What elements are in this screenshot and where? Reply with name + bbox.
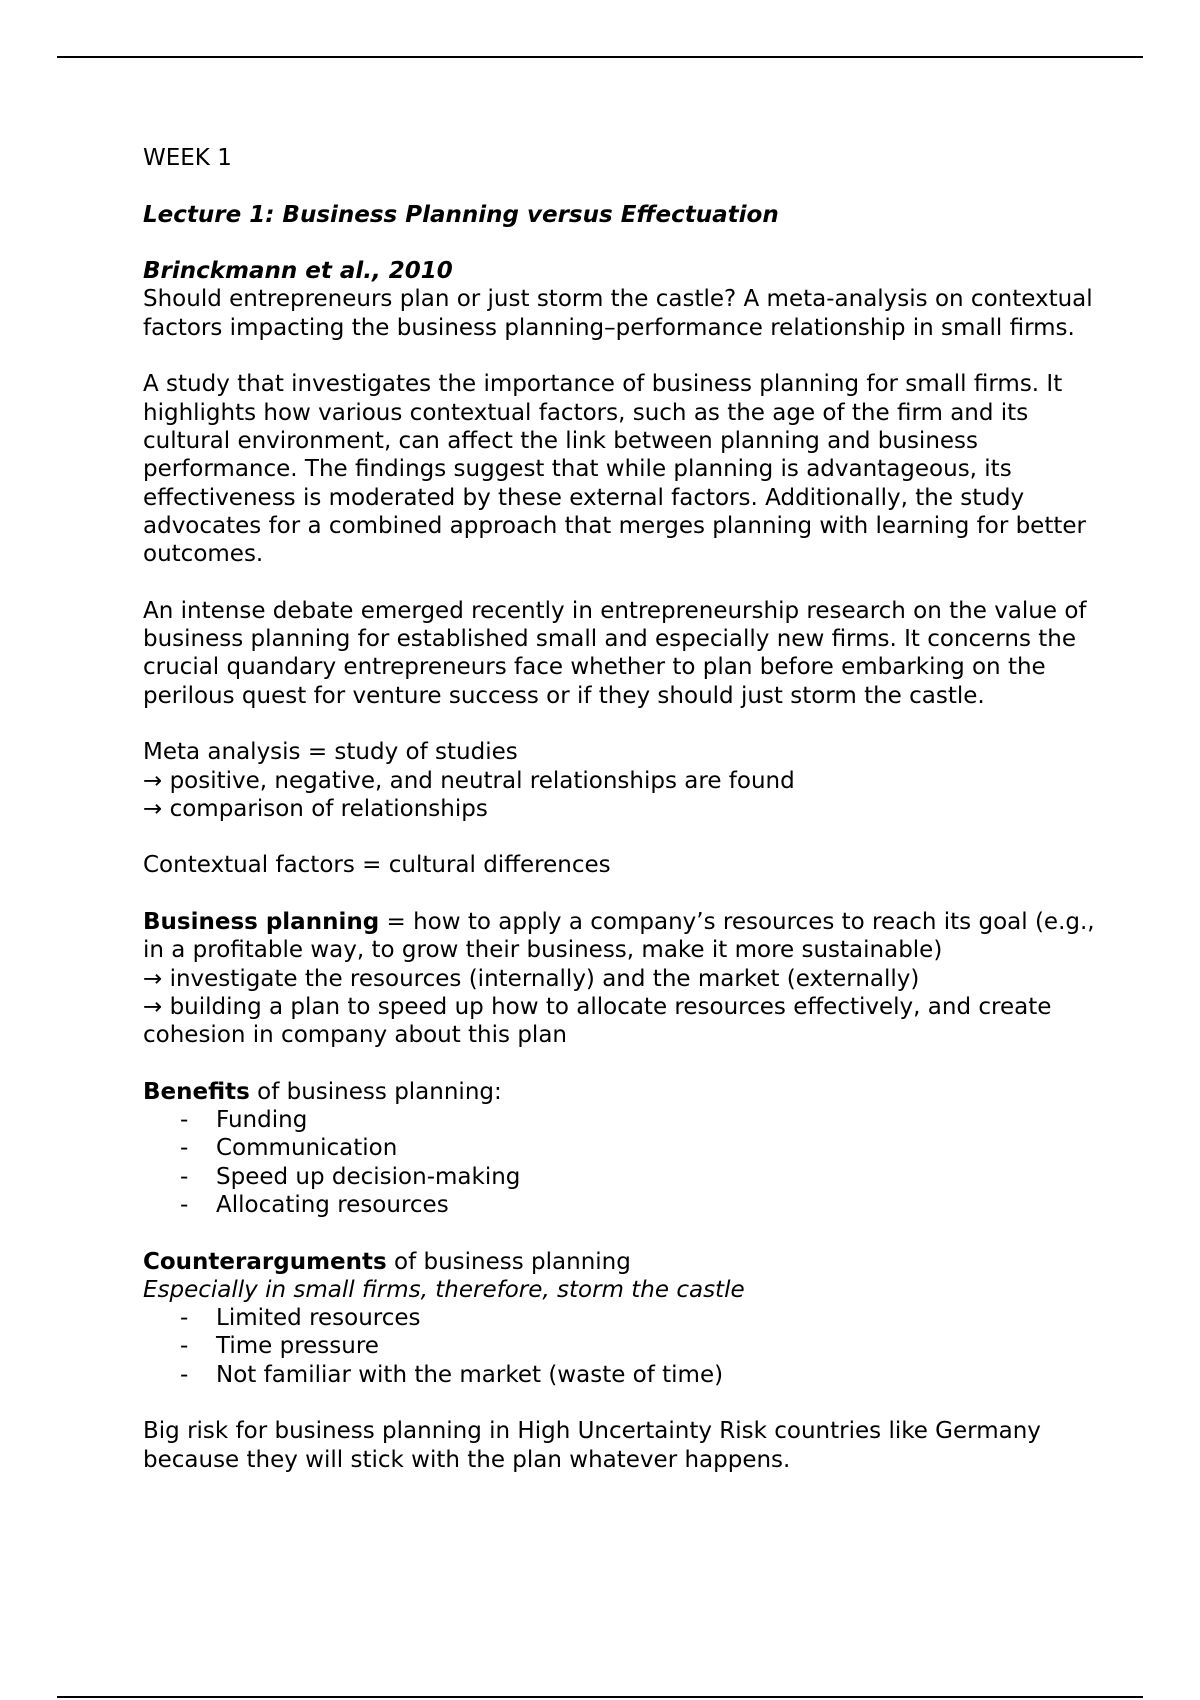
footer-rule (57, 1696, 1143, 1698)
list-item-text: Allocating resources (216, 1191, 449, 1218)
business-planning-point: → building a plan to speed up how to allocate resources effectively, and create cohesion in company about this plan (143, 993, 1052, 1049)
counterarguments-heading (143, 1248, 1103, 1276)
business-planning-block (143, 908, 1103, 1049)
list-item-text: Speed up decision-making (216, 1163, 521, 1190)
meta-analysis-point: → positive, negative, and neutral relationships are found (143, 767, 795, 794)
business-planning-point: → investigate the resources (internally) and the market (externally) (143, 965, 920, 992)
list-item (143, 1106, 1103, 1134)
paper-block (143, 257, 1103, 342)
list-item-text: Limited resources (216, 1305, 421, 1332)
business-planning-text: = how to apply a company’s resources to reach its goal (e.g., in a profitable way, to grow their business, make it more sustainable) (143, 909, 1095, 964)
dash-bullet: - (180, 1107, 189, 1134)
dash-bullet: - (180, 1305, 189, 1332)
benefits-heading-text: of business planning: (249, 1078, 502, 1105)
dash-bullet: - (180, 1333, 189, 1360)
list-item (143, 1134, 1103, 1162)
summary-paragraph: A study that investigates the importance of business planning for small firms. It highlights how various contextual factors, such as the age of the firm and its cultural environment, can affect the link between planning and business performance. The findings suggest that while planning is advantageous, its effectiveness is moderated by these external factors. Additionally, the study advocates for a combined approach that merges planning with learning for better outcomes. (143, 371, 1086, 568)
citation: Brinckmann et al., 2010 (143, 258, 453, 285)
meta-analysis-block (143, 738, 1103, 823)
list-item (143, 1304, 1103, 1332)
meta-analysis-point: → comparison of relationships (143, 795, 488, 822)
list-item-text: Communication (216, 1135, 398, 1162)
closing-paragraph: Big risk for business planning in High Uncertainty Risk countries like Germany because they will stick with the plan whatever happens. (143, 1418, 1041, 1473)
list-item (143, 1163, 1103, 1191)
business-planning-definition (143, 908, 1103, 965)
counterarguments-subtitle: Especially in small firms, therefore, storm the castle (143, 1276, 745, 1303)
dash-bullet: - (180, 1191, 189, 1218)
contextual-factors: Contextual factors = cultural differences (143, 852, 611, 879)
list-item (143, 1191, 1103, 1219)
business-planning-term: Business planning (143, 909, 380, 936)
meta-analysis-definition: Meta analysis = study of studies (143, 739, 518, 766)
list-item-text: Time pressure (216, 1333, 379, 1360)
header-rule (57, 56, 1143, 58)
list-item (143, 1332, 1103, 1360)
lecture-title: Lecture 1: Business Planning versus Effectuation (143, 201, 779, 228)
benefits-heading (143, 1078, 1103, 1106)
paper-title: Should entrepreneurs plan or just storm the castle? A meta-analysis on contextual factors impacting the business planning–performance relationship in small firms. (143, 286, 1093, 341)
list-item-text: Funding (216, 1107, 308, 1134)
debate-paragraph: An intense debate emerged recently in entrepreneurship research on the value of business planning for established small and especially new firms. It concerns the crucial quandary entrepreneurs face whether to plan before embarking on the perilous quest for venture success or if they should just storm the castle. (143, 597, 1087, 709)
counterarguments-heading-text: of business planning (386, 1248, 631, 1275)
week-label: WEEK 1 (143, 145, 232, 171)
counterarguments-list (143, 1304, 1103, 1389)
dash-bullet: - (180, 1361, 189, 1388)
dash-bullet: - (180, 1163, 189, 1190)
list-item-text: Not familiar with the market (waste of time) (216, 1361, 724, 1388)
document-body (143, 144, 1103, 1502)
benefits-term: Benefits (143, 1078, 250, 1105)
list-item (143, 1361, 1103, 1389)
benefits-list (143, 1106, 1103, 1219)
dash-bullet: - (180, 1135, 189, 1162)
counterarguments-term: Counterarguments (143, 1248, 387, 1275)
